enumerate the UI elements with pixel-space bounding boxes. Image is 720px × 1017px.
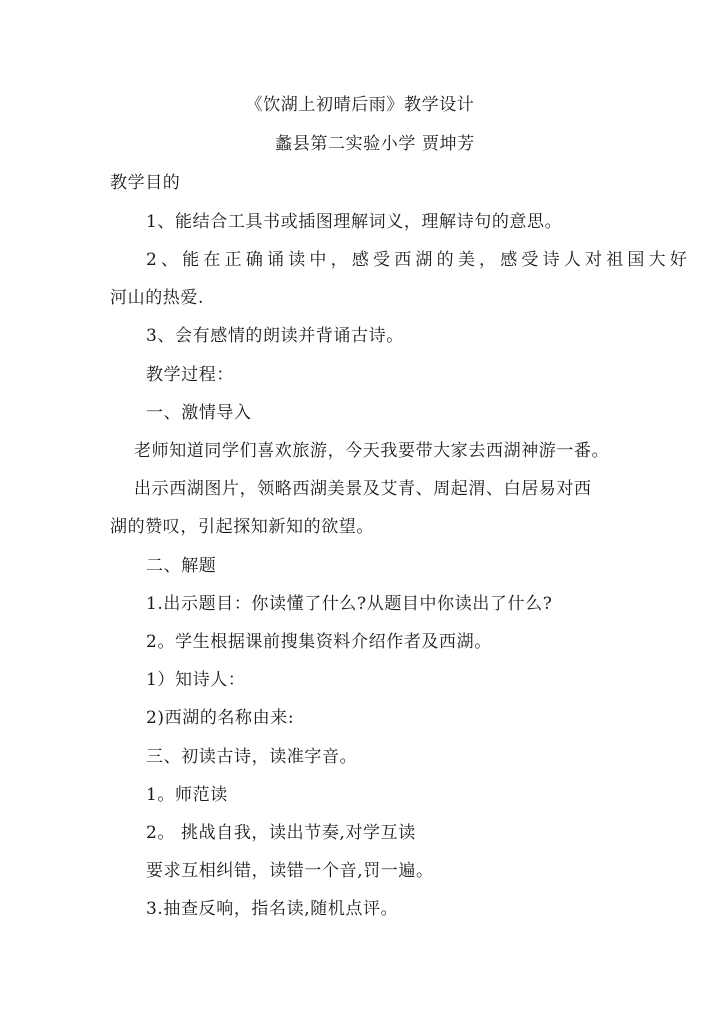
section-heading-title: 二、解题 xyxy=(146,556,217,576)
document-title: 《饮湖上初晴后雨》教学设计 xyxy=(245,95,475,115)
paragraph-title-1: 1.出示题目：你读懂了什么?从题目中你读出了什么? xyxy=(146,594,553,614)
section-heading-process: 教学过程： xyxy=(146,365,234,385)
section-heading-objectives: 教学目的 xyxy=(110,173,181,193)
paragraph-objective-2: 2、能在正确诵读中，感受西湖的美，感受诗人对祖国大好 xyxy=(146,250,692,270)
paragraph-title-2: 2。学生根据课前搜集资料介绍作者及西湖。 xyxy=(146,632,492,652)
paragraph-objective-2-cont: 河山的热爱. xyxy=(110,288,205,308)
section-heading-intro: 一、激情导入 xyxy=(146,403,252,423)
paragraph-title-2-1: 1）知诗人： xyxy=(146,670,246,690)
paragraph-objective-1: 1、能结合工具书或插图理解词义，理解诗句的意思。 xyxy=(146,212,563,232)
paragraph-intro-1: 老师知道同学们喜欢旅游，今天我要带大家去西湖神游一番。 xyxy=(134,441,610,461)
paragraph-intro-2-cont: 湖的赞叹，引起探知新知的欲望。 xyxy=(110,517,374,537)
paragraph-reading-2: 2。 挑战自我，读出节奏,对学互读 xyxy=(146,823,416,843)
section-heading-first-reading: 三、初读古诗，读准字音。 xyxy=(146,747,358,767)
paragraph-reading-1: 1。师范读 xyxy=(146,785,228,805)
paragraph-intro-2: 出示西湖图片，领略西湖美景及艾青、周起渭、白居易对西 xyxy=(134,479,592,499)
document-author: 蠡县第二实验小学 贾坤芳 xyxy=(275,134,475,154)
paragraph-title-2-2: 2)西湖的名称由来: xyxy=(146,708,295,728)
paragraph-objective-3: 3、会有感情的朗读并背诵古诗。 xyxy=(146,326,404,346)
paragraph-reading-3: 3.抽查反响，指名读,随机点评。 xyxy=(146,899,399,919)
paragraph-reading-2-req: 要求互相纠错，读错一个音,罚一遍。 xyxy=(146,861,434,881)
